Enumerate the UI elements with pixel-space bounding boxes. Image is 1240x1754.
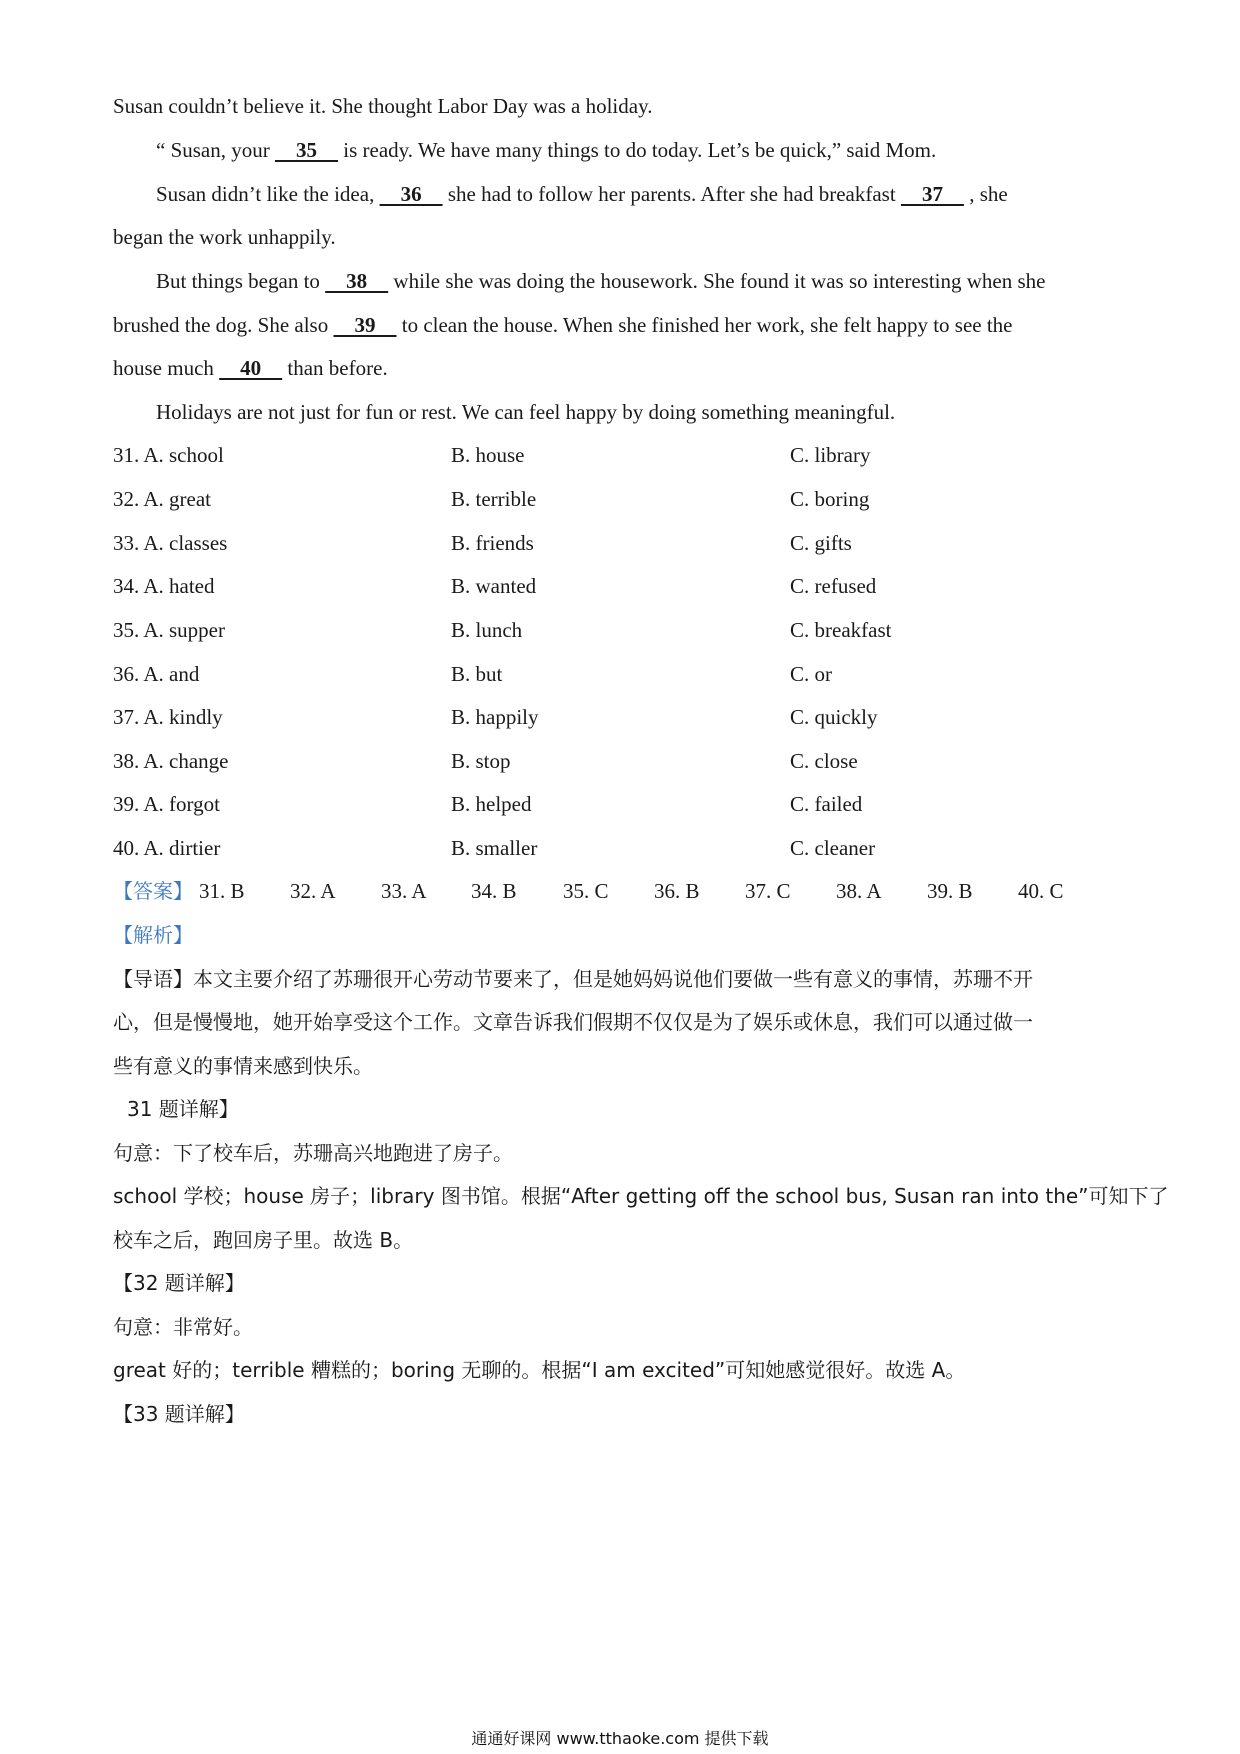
answer-key — [113, 877, 1133, 905]
option-a: 40. A. dirtier — [113, 836, 221, 860]
option-c: C. quickly — [790, 705, 878, 729]
option-c: C. or — [790, 662, 832, 686]
option-b: B. wanted — [451, 574, 537, 598]
text: is ready. We have many things to do today. Let’s be quick,” said Mom. — [338, 138, 937, 162]
option-a: 34. A. hated — [113, 574, 215, 598]
option-b: B. lunch — [451, 618, 523, 642]
page-footer: 通通好课网 www.tthaoke.com 提供下载 — [471, 1729, 769, 1748]
text: to clean the house. When she finished her work, she felt happy to see the — [396, 313, 1013, 337]
answer-item: 40. C — [1018, 879, 1064, 903]
text: she had to follow her parents. After she had breakfast — [442, 182, 901, 206]
answer-item: 31. B — [199, 879, 245, 903]
option-row — [113, 703, 1133, 731]
option-a: 39. A. forgot — [113, 792, 220, 816]
option-c: C. failed — [790, 792, 863, 816]
option-a: 35. A. supper — [113, 618, 225, 642]
answer-item: 34. B — [471, 879, 517, 903]
q31-explanation — [113, 1182, 1169, 1210]
q32-heading — [113, 1269, 1133, 1297]
analysis-intro-line — [113, 965, 1133, 993]
option-c: C. breakfast — [790, 618, 892, 642]
option-c: C. close — [790, 749, 858, 773]
text: Holidays are not just for fun or rest. We can feel happy by doing something meaningful. — [156, 400, 896, 424]
analysis-intro-line — [113, 1052, 1133, 1080]
text: 【解析】 — [113, 923, 193, 947]
option-c: C. gifts — [790, 531, 852, 555]
text: school 学校；house 房子；library 图书馆。根据“After getting off the school bus, Susan ran into the”可知下了 — [113, 1184, 1169, 1208]
text: 句意：下了校车后，苏珊高兴地跑进了房子。 — [113, 1141, 513, 1165]
q33-heading — [113, 1400, 1133, 1428]
blank-37: 37 — [900, 182, 964, 206]
analysis-intro-line — [113, 1008, 1133, 1036]
option-row — [113, 441, 1133, 469]
q31-explanation — [113, 1226, 1133, 1254]
option-a: 32. A. great — [113, 487, 211, 511]
option-b: B. smaller — [451, 836, 538, 860]
option-a: 31. A. school — [113, 443, 224, 467]
text: 【33 题详解】 — [113, 1402, 245, 1426]
blank-40: 40 — [219, 356, 283, 380]
option-row — [113, 834, 1133, 862]
option-b: B. helped — [451, 792, 532, 816]
option-a: 37. A. kindly — [113, 705, 223, 729]
option-a: 33. A. classes — [113, 531, 228, 555]
option-row — [113, 747, 1133, 775]
text: began the work unhappily. — [113, 225, 336, 249]
text: than before. — [282, 356, 388, 380]
q31-heading — [127, 1095, 1147, 1123]
answer-tag: 【答案】 — [113, 879, 193, 903]
text: , she — [963, 182, 1008, 206]
q31-meaning — [113, 1139, 1133, 1167]
option-a: 38. A. change — [113, 749, 229, 773]
passage-line — [113, 92, 1133, 120]
option-b: B. but — [451, 662, 503, 686]
text: But things began to — [156, 269, 326, 293]
option-a: 36. A. and — [113, 662, 200, 686]
passage-line — [156, 180, 1176, 208]
option-row — [113, 529, 1133, 557]
option-row — [113, 572, 1133, 600]
option-b: B. happily — [451, 705, 539, 729]
text: 句意：非常好。 — [113, 1315, 253, 1339]
passage-line — [156, 398, 1176, 426]
passage-line — [113, 223, 1133, 251]
text: great 好的；terrible 糟糕的；boring 无聊的。根据“I am excited”可知她感觉很好。故选 A。 — [113, 1358, 966, 1382]
answer-item: 36. B — [654, 879, 700, 903]
answer-item: 35. C — [563, 879, 609, 903]
option-row — [113, 660, 1133, 688]
option-row — [113, 616, 1133, 644]
text: Susan couldn’t believe it. She thought Labor Day was a holiday. — [113, 94, 653, 118]
text: while she was doing the housework. She found it was so interesting when she — [388, 269, 1046, 293]
text: 校车之后，跑回房子里。故选 B。 — [113, 1228, 414, 1252]
blank-38: 38 — [325, 269, 389, 293]
text: 些有意义的事情来感到快乐。 — [113, 1054, 373, 1078]
option-c: C. cleaner — [790, 836, 876, 860]
text: 31 题详解】 — [127, 1097, 239, 1121]
analysis-tag — [113, 921, 1133, 949]
passage-line — [113, 354, 1133, 382]
text: 【32 题详解】 — [113, 1271, 245, 1295]
option-c: C. library — [790, 443, 871, 467]
blank-39: 39 — [333, 313, 397, 337]
option-c: C. boring — [790, 487, 870, 511]
option-b: B. terrible — [451, 487, 537, 511]
option-c: C. refused — [790, 574, 877, 598]
option-row — [113, 485, 1133, 513]
passage-line — [156, 267, 1176, 295]
text: brushed the dog. She also — [113, 313, 334, 337]
q32-explanation — [113, 1356, 1133, 1384]
option-row — [113, 790, 1133, 818]
option-b: B. house — [451, 443, 525, 467]
text: house much — [113, 356, 220, 380]
blank-36: 36 — [379, 182, 443, 206]
text: 【导语】本文主要介绍了苏珊很开心劳动节要来了，但是她妈妈说他们要做一些有意义的事情，苏珊不开 — [113, 967, 1033, 991]
text: 心，但是慢慢地，她开始享受这个工作。文章告诉我们假期不仅仅是为了娱乐或休息，我们可以通过做一 — [113, 1010, 1033, 1034]
answer-item: 32. A — [290, 879, 336, 903]
answer-item: 38. A — [836, 879, 882, 903]
answer-item: 39. B — [927, 879, 973, 903]
passage-line — [113, 311, 1133, 339]
answer-item: 33. A — [381, 879, 427, 903]
q32-meaning — [113, 1313, 1133, 1341]
text: Susan didn’t like the idea, — [156, 182, 380, 206]
option-b: B. stop — [451, 749, 511, 773]
blank-35: 35 — [275, 138, 338, 162]
passage-line — [156, 136, 1176, 164]
answer-item: 37. C — [745, 879, 791, 903]
text: “ Susan, your — [156, 138, 275, 162]
option-b: B. friends — [451, 531, 534, 555]
